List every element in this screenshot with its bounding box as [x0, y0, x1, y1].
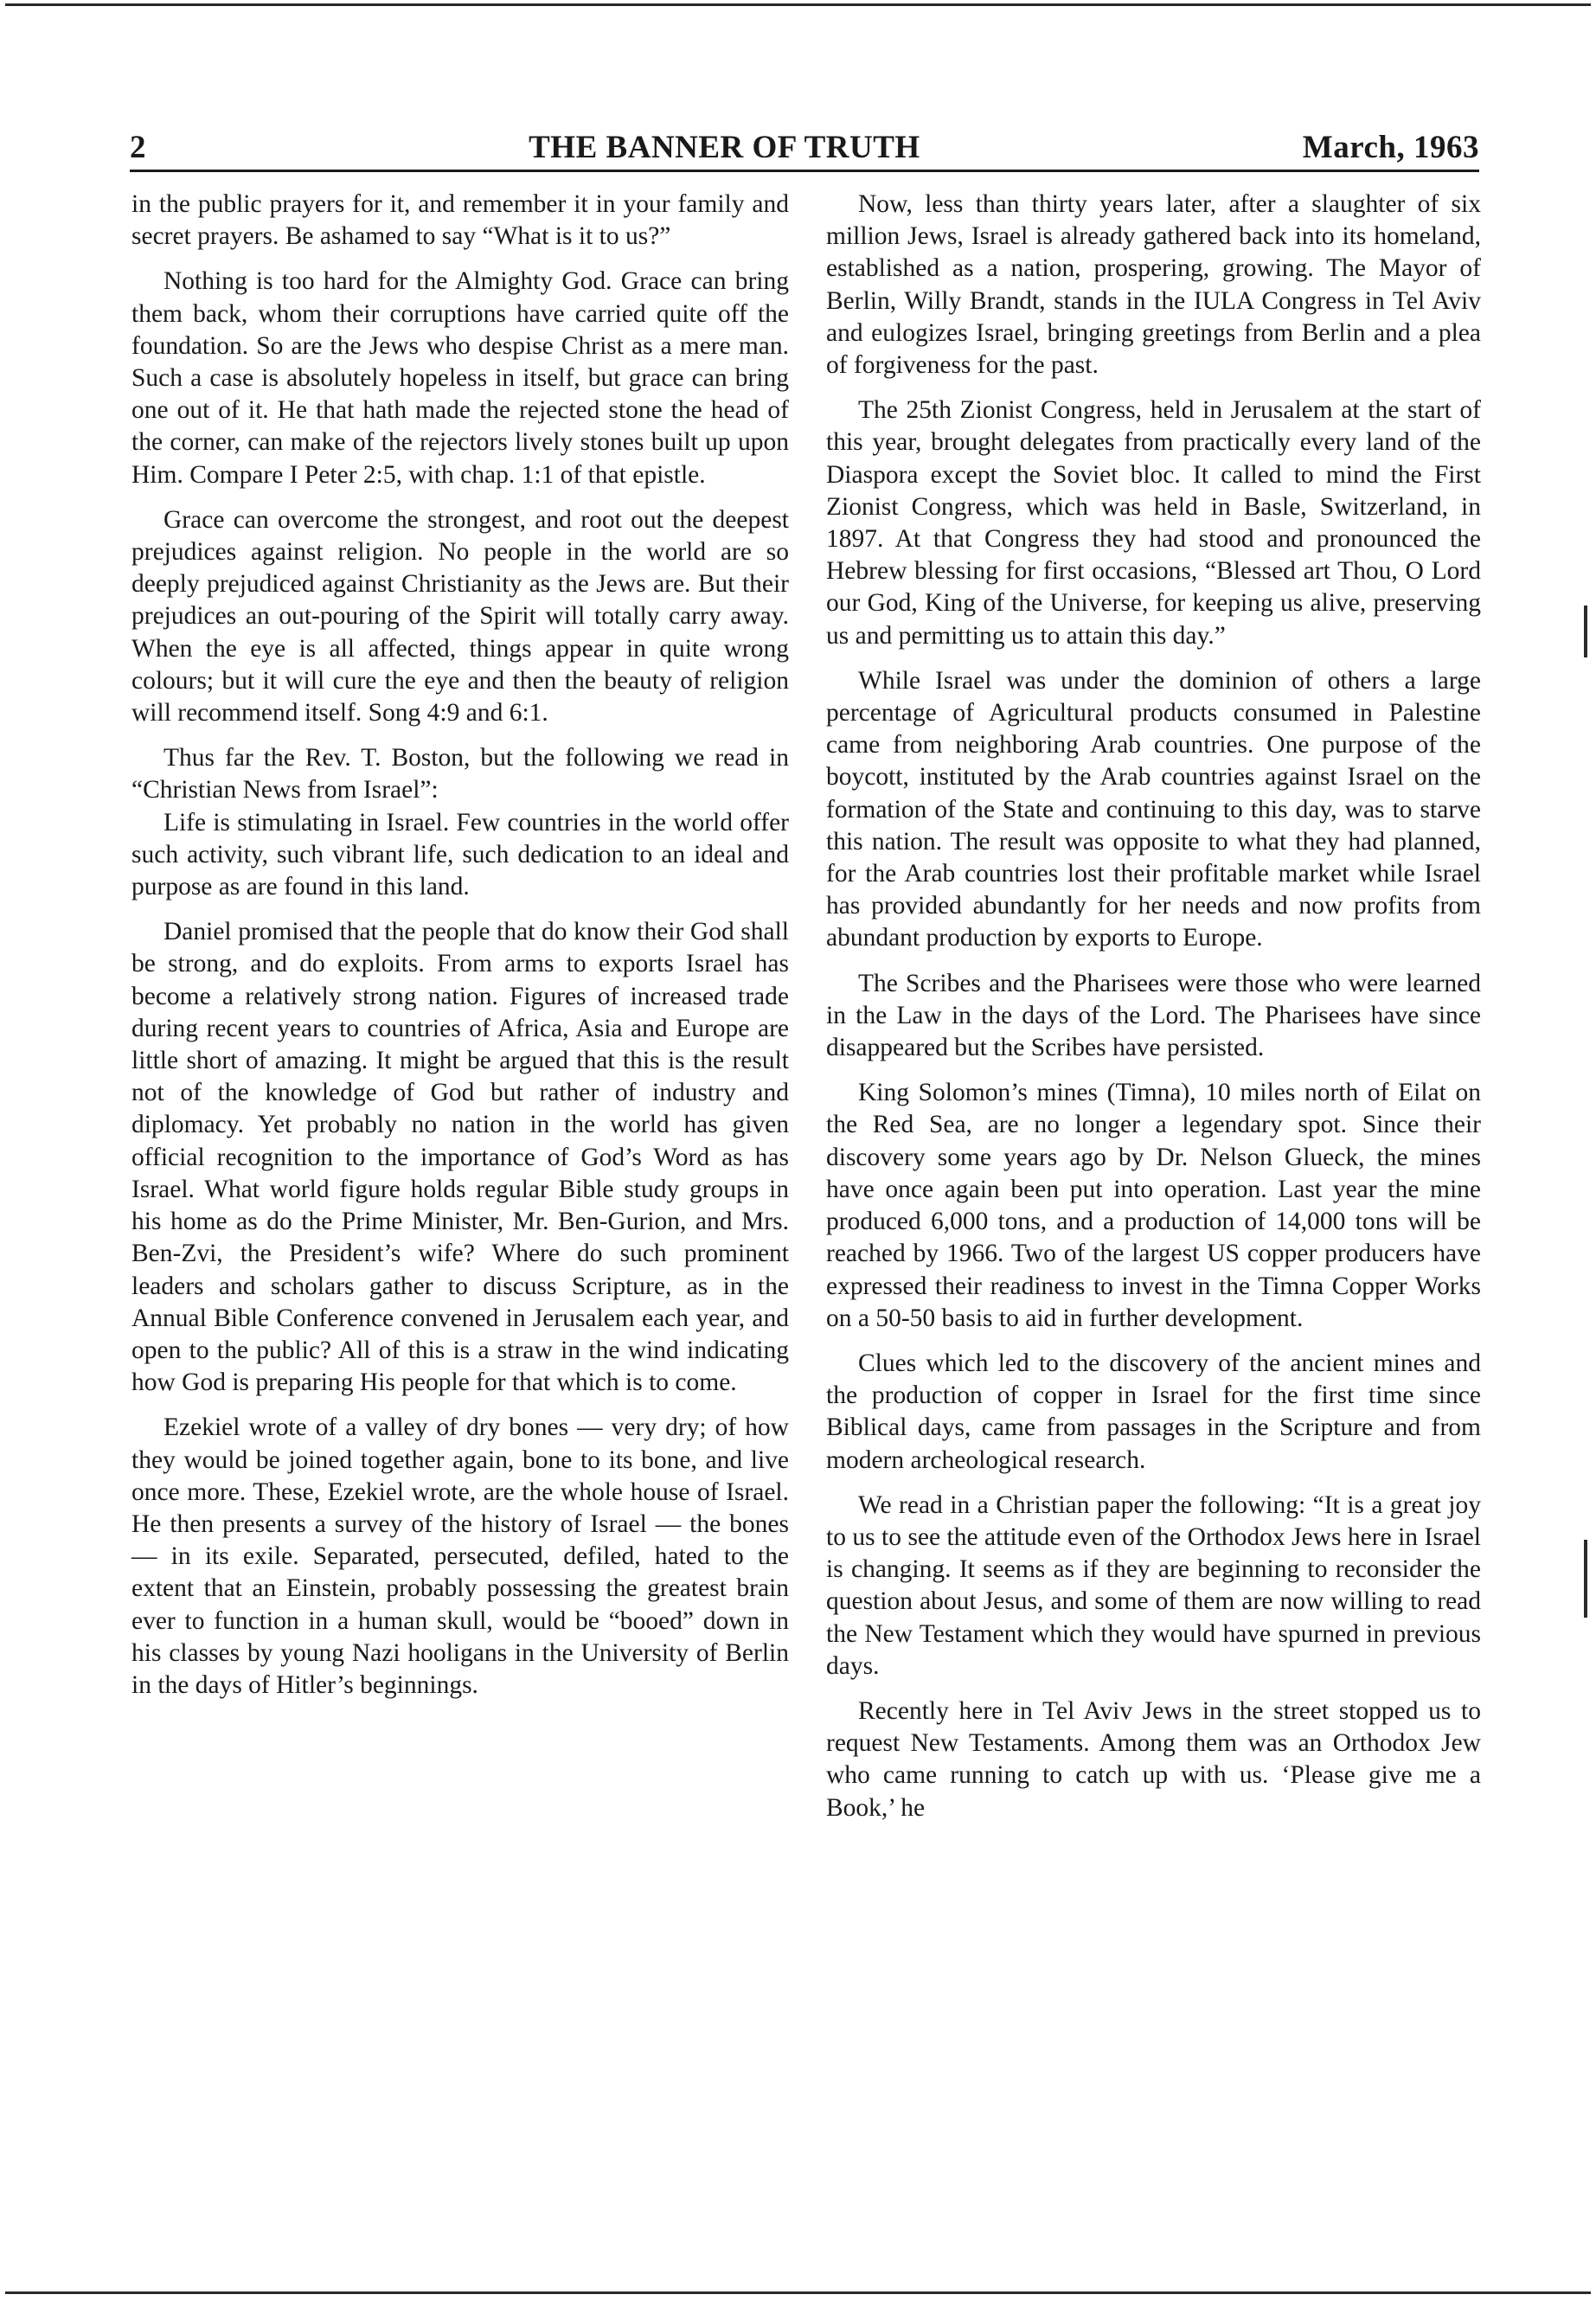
paragraph: The 25th Zionist Congress, held in Jerusalem at the start of this year, brought delegates from practically every land of the Diaspora except the Soviet bloc. It called to mind the First Zionist Congress, which was held in Basle, Switzerland, in 1897. At that Congress they had stood and pronounced the Hebrew blessing for first occasions, “Blessed art Thou, O Lord our God, King of the Universe, for keeping us alive, preserving us and permitting us to attain this day.” [826, 396, 1481, 650]
right-column [826, 189, 1481, 1837]
paragraph: Nothing is too hard for the Almighty God. Grace can bring them back, whom their corruptions have carried quite off the foundation. So are the Jews who despise Christ as a mere man. Such a case is absolutely hopeless in itself, but grace can bring one out of it. He that hath made the rejected stone the head of the corner, can make of the rejectors lively stones built up upon Him. Compare I Peter 2:5, with chap. 1:1 of that epistle. [131, 267, 789, 489]
paragraph: We read in a Christian paper the following: “It is a great joy to us to see the attitude even of the Orthodox Jews here in Israel is changing. It seems as if they are beginning to reconsider the question about Jesus, and some of them are now willing to read the New Testament which they would have spurned in previous days. [826, 1490, 1481, 1680]
paragraph: Daniel promised that the people that do know their God shall be strong, and do exploits. From arms to exports Israel has become a relatively strong nation. Figures of increased trade during recent years to countries of Africa, Asia and Europe are little short of amazing. It might be argued that this is the result not of the knowledge of God but rather of industry and diplomacy. Yet probably no nation in the world has given official recognition to the importance of God’s Word as has Israel. What world figure holds regular Bible study groups in his home as do the Prime Minister, Mr. Ben-Gurion, and Mrs. Ben-Zvi, the President’s wife? Where do such prominent leaders and scholars gather to discuss Scripture, as in the Annual Bible Conference convened in Jerusalem each year, and open to the public? All of this is a straw in the wind indicating how God is preparing His people for that which is to come. [131, 918, 789, 1397]
paragraph: Recently here in Tel Aviv Jews in the street stopped us to request New Testaments. Among them was an Orthodox Jew who came running to catch up with us. ‘Please give me a Book,’ he [826, 1696, 1481, 1822]
scan-edge-mark [1584, 1540, 1587, 1618]
running-header [130, 119, 1479, 172]
paragraph: Thus far the Rev. T. Boston, but the following we read in “Christian News from Israel”: [131, 744, 789, 804]
paragraph: Ezekiel wrote of a valley of dry bones — very dry; of how they would be joined together again, bone to its bone, and live once more. These, Ezekiel wrote, are the whole house of Israel. He then presents a survey of the history of Israel — the bones — in its exile. Separated, persecuted, defiled, hated to the extent that an Einstein, probably possessing the greatest brain ever to function in a human skull, would be “booed” down in his classes by young Nazi hooligans in the University of Berlin in the days of Hitler’s beginnings. [131, 1413, 789, 1699]
issue-date: March, 1963 [1302, 130, 1479, 165]
paragraph: The Scribes and the Pharisees were those who were learned in the Law in the days of the Lord. The Pharisees have since disappeared but the Scribes have persisted. [826, 969, 1481, 1062]
paragraph: Now, less than thirty years later, after a slaughter of six million Jews, Israel is already gathered back into its homeland, established as a nation, prospering, growing. The Mayor of Berlin, Willy Brandt, stands in the IULA Congress in Tel Aviv and eulogizes Israel, bringing greetings from Berlin and a plea of forgiveness for the past. [826, 190, 1481, 380]
publication-title: THE BANNER OF TRUTH [529, 130, 920, 165]
paragraph: in the public prayers for it, and remember it in your family and secret prayers. Be ashamed to say “What is it to us?” [131, 190, 789, 251]
paragraph: Grace can overcome the strongest, and root out the deepest prejudices against religion. No people in the world are so deeply prejudiced against Christianity as the Jews are. But their prejudices an out-pouring of the Spirit will totally carry away. When the eye is all affected, things appear in quite wrong colours; but it will cure the eye and then the beauty of religion will recommend itself. Song 4:9 and 6:1. [131, 505, 789, 727]
scan-edge-mark [1584, 606, 1587, 657]
paragraph: Clues which led to the discovery of the ancient mines and the production of copper in Israel for the first time since Biblical days, came from passages in the Scripture and from modern archeological research. [826, 1349, 1481, 1474]
left-column [131, 189, 789, 1715]
paragraph: While Israel was under the dominion of others a large percentage of Agricultural products consumed in Palestine came from neighboring Arab countries. One purpose of the boycott, instituted by the Arab countries against Israel on the formation of the State and continuing to this day, was to starve this nation. The result was opposite to what they had planned, for the Arab countries lost their profitable market while Israel has provided abundantly for her needs and now profits from abundant production by exports to Europe. [826, 666, 1481, 952]
paragraph: Life is stimulating in Israel. Few countries in the world offer such activity, such vibrant life, such dedication to an ideal and purpose as are found in this land. [131, 808, 789, 901]
page-number: 2 [130, 130, 146, 165]
paragraph: King Solomon’s mines (Timna), 10 miles north of Eilat on the Red Sea, are no longer a legendary spot. Since their discovery some years ago by Dr. Nelson Glueck, the mines have once again been put into operation. Last year the mine produced 6,000 tons, and a production of 14,000 tons will be reached by 1966. Two of the largest US copper producers have expressed their readiness to invest in the Timna Copper Works on a 50-50 basis to aid in further development. [826, 1079, 1481, 1332]
